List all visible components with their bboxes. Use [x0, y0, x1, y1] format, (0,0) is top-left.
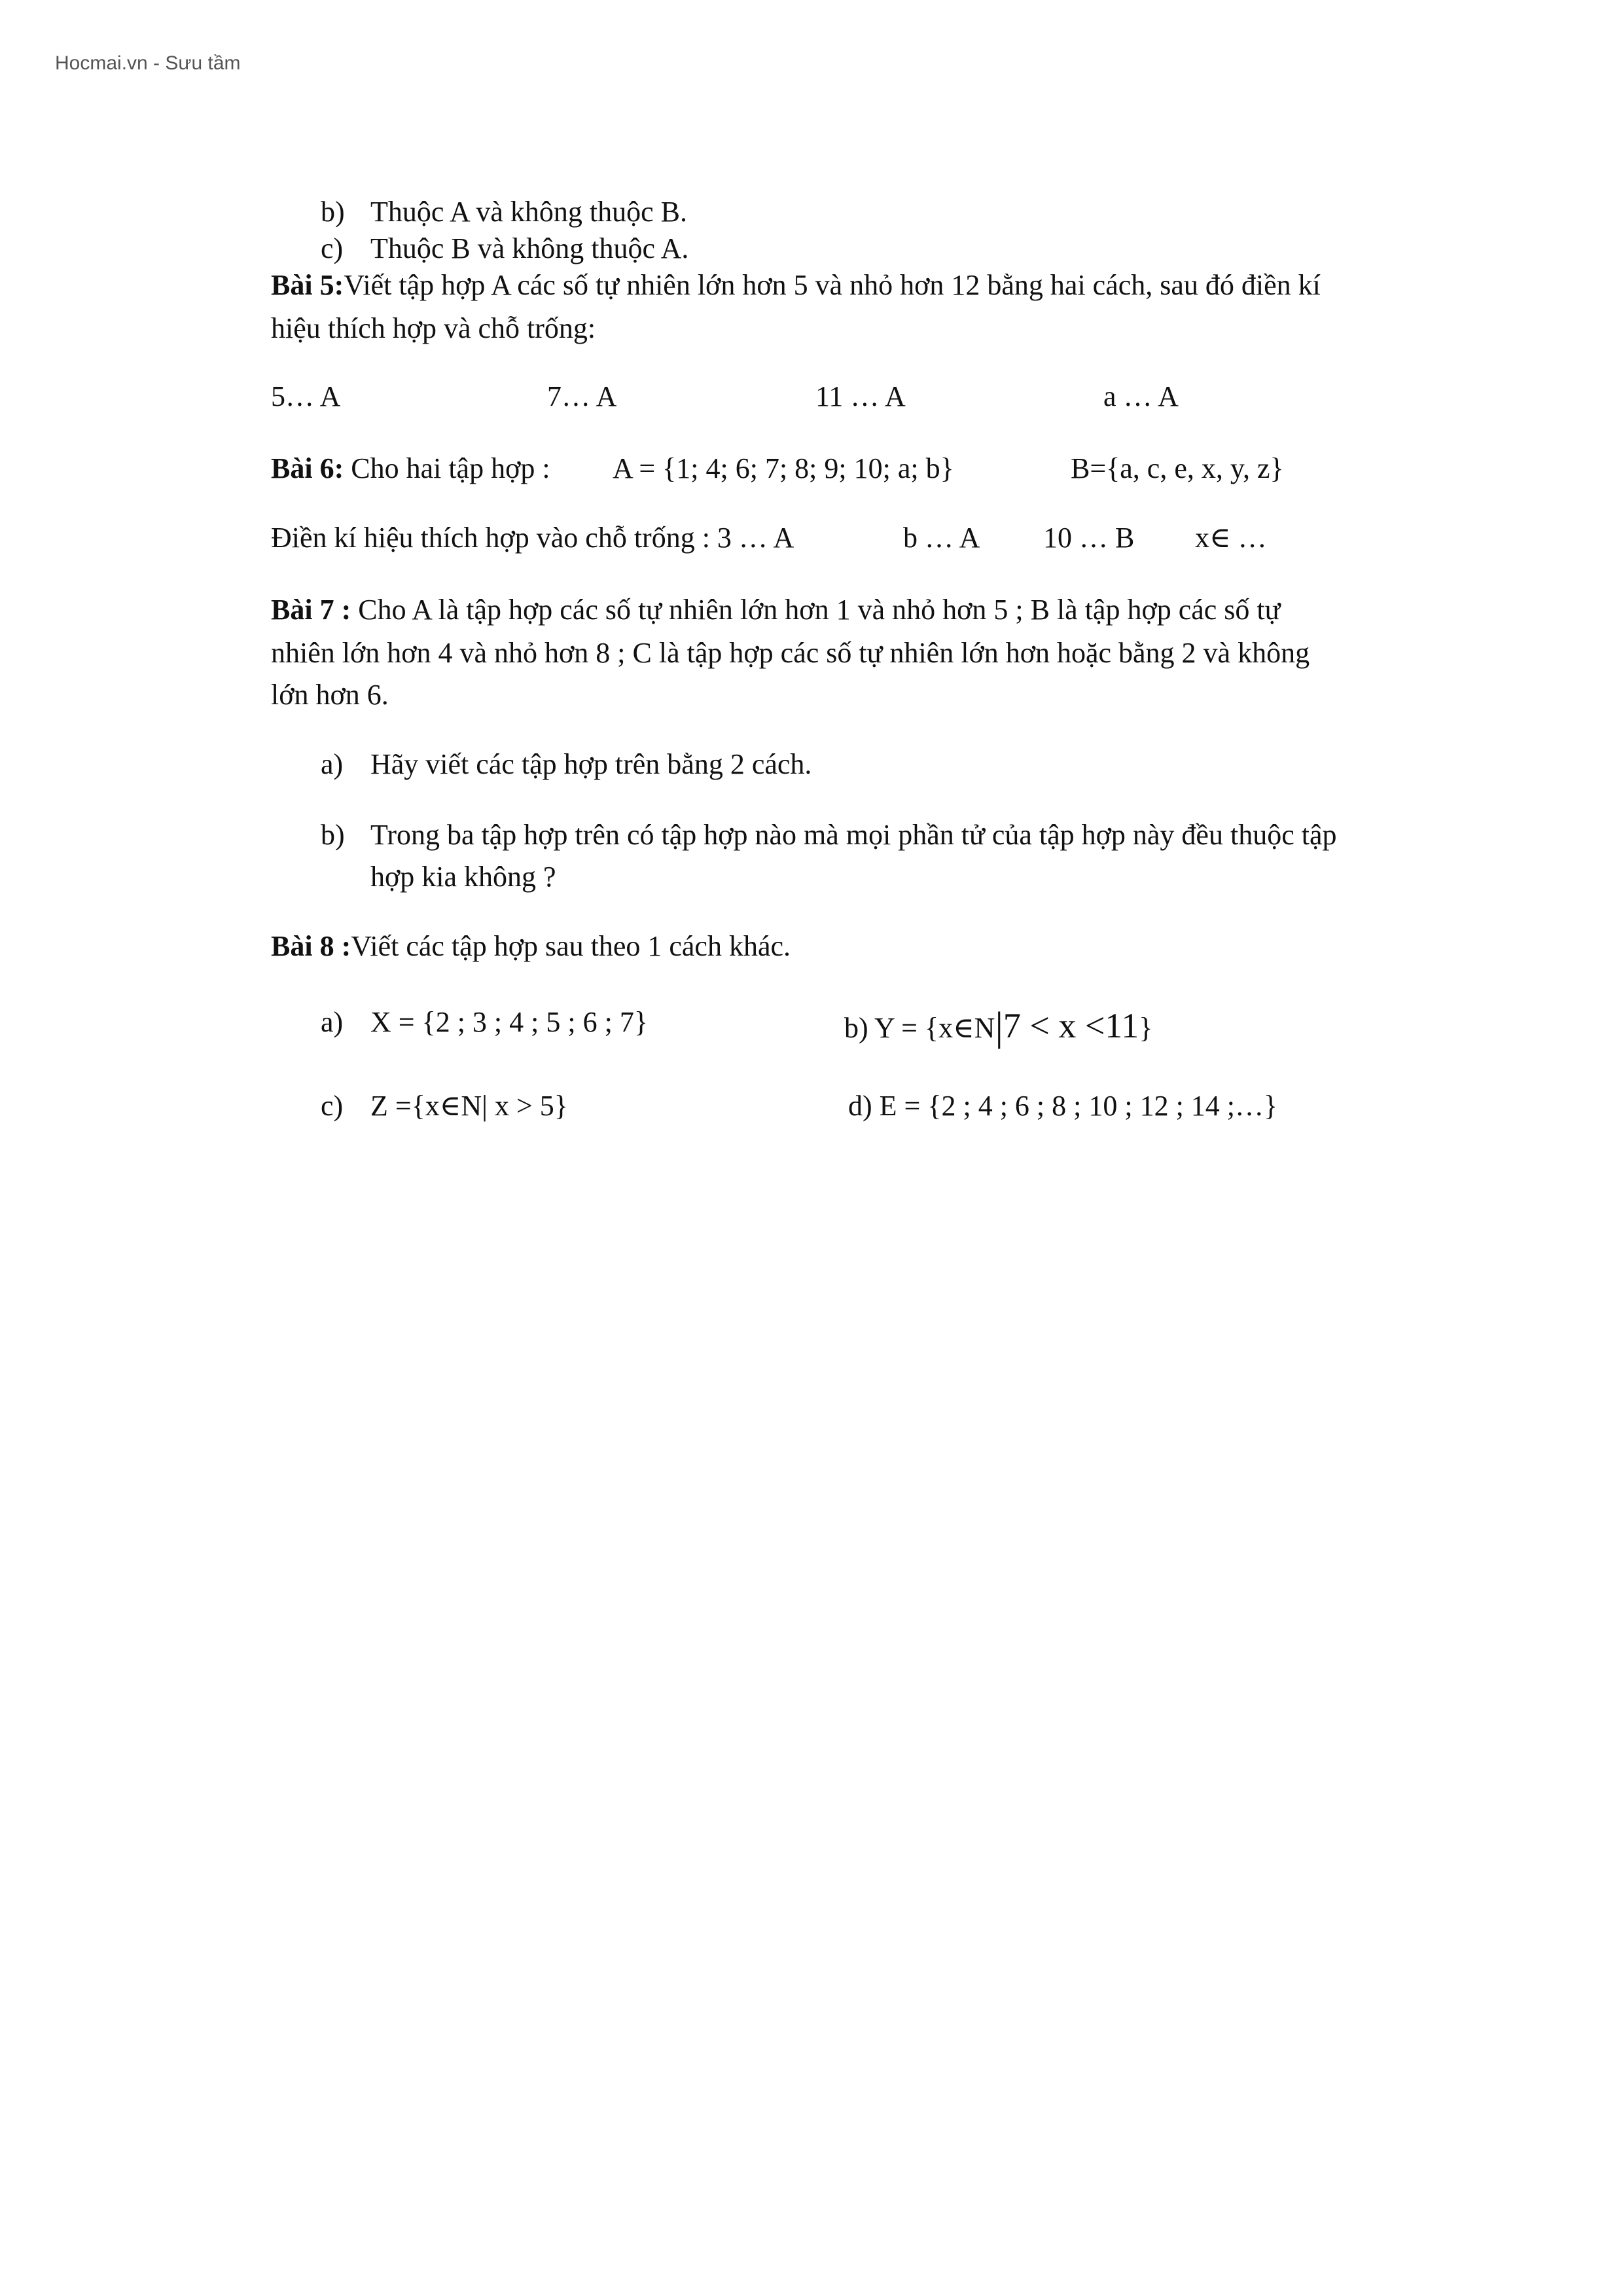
bai6-fill-4: x∈ … [1195, 522, 1267, 554]
bai8-paragraph [271, 929, 791, 964]
bai8-text: Viết các tập hợp sau theo 1 cách khác. [351, 930, 791, 962]
prev-c-text: Thuộc B và không thuộc A. [370, 232, 689, 264]
bai7-text3: lớn hơn 6. [271, 679, 389, 711]
bai7-text1: Cho A là tập hợp các số tự nhiên lớn hơn 1 và nhỏ hơn 5 ; B là tập hợp các số tự [358, 594, 1281, 626]
bai5-text2: hiệu thích hợp và chỗ trống: [271, 312, 596, 344]
bai5-blank-3: 11 … A [815, 380, 906, 412]
bai8-b-math: 7 < x <11 [1003, 1006, 1139, 1045]
bai8-title: Bài 8 : [271, 930, 351, 962]
prev-b-label: b) [321, 196, 345, 228]
bai6-fill-2: b … A [903, 522, 980, 554]
bai7-b-text1: Trong ba tập hợp trên có tập hợp nào mà mọi phần tử của tập hợp này đều thuộc tập [370, 819, 1337, 851]
bai7-a-text: Hãy viết các tập hợp trên bằng 2 cách. [370, 748, 812, 780]
bai6-fill-text: Điền kí hiệu thích hợp vào chỗ trống : 3 … A [271, 522, 794, 554]
bai8-c-text: Z ={x∈N| x > 5} [370, 1090, 568, 1122]
bai8-a-label: a) [321, 1006, 344, 1038]
bai7-title: Bài 7 : [271, 594, 351, 626]
bai6-set-b: B={a, c, e, x, y, z} [1071, 452, 1284, 484]
bai5-paragraph [271, 268, 1321, 303]
bai7-b-label: b) [321, 819, 345, 851]
prev-b-text: Thuộc A và không thuộc B. [370, 196, 687, 228]
bai5-title: Bài 5: [271, 269, 344, 301]
bai5-blank-1: 5… A [271, 380, 341, 412]
bai8-c-label: c) [321, 1090, 344, 1122]
bai6-title: Bài 6: [271, 452, 344, 484]
bai8-a-text: X = {2 ; 3 ; 4 ; 5 ; 6 ; 7} [370, 1006, 648, 1038]
bai6-fill-3: 10 … B [1043, 522, 1135, 554]
bai7-paragraph [271, 593, 1281, 628]
bai8-b-suffix: } [1139, 1012, 1153, 1044]
source-header: Hocmai.vn - Sưu tầm [55, 52, 241, 74]
bai8-d-text: d) E = {2 ; 4 ; 6 ; 8 ; 10 ; 12 ; 14 ;…} [848, 1090, 1278, 1122]
bai8-b-bar: | [995, 1005, 1003, 1049]
prev-c-label: c) [321, 232, 344, 264]
bai8-b-prefix: b) Y = {x∈N [844, 1012, 995, 1044]
bai7-text2: nhiên lớn hơn 4 và nhỏ hơn 8 ; C là tập hợp các số tự nhiên lớn hơn hoặc bằng 2 và không [271, 637, 1310, 669]
bai5-text1: Viết tập hợp A các số tự nhiên lớn hơn 5 và nhỏ hơn 12 bằng hai cách, sau đó điền kí [344, 269, 1321, 301]
bai6-paragraph [271, 452, 550, 486]
bai5-blank-4: a … A [1103, 380, 1179, 412]
bai7-a-label: a) [321, 748, 344, 780]
bai6-text: Cho hai tập hợp : [351, 452, 550, 484]
bai5-blank-2: 7… A [547, 380, 617, 412]
bai8-b-expression [844, 1000, 1152, 1049]
bai7-b-text2: hợp kia không ? [370, 861, 556, 893]
bai6-set-a: A = {1; 4; 6; 7; 8; 9; 10; a; b} [613, 452, 954, 484]
